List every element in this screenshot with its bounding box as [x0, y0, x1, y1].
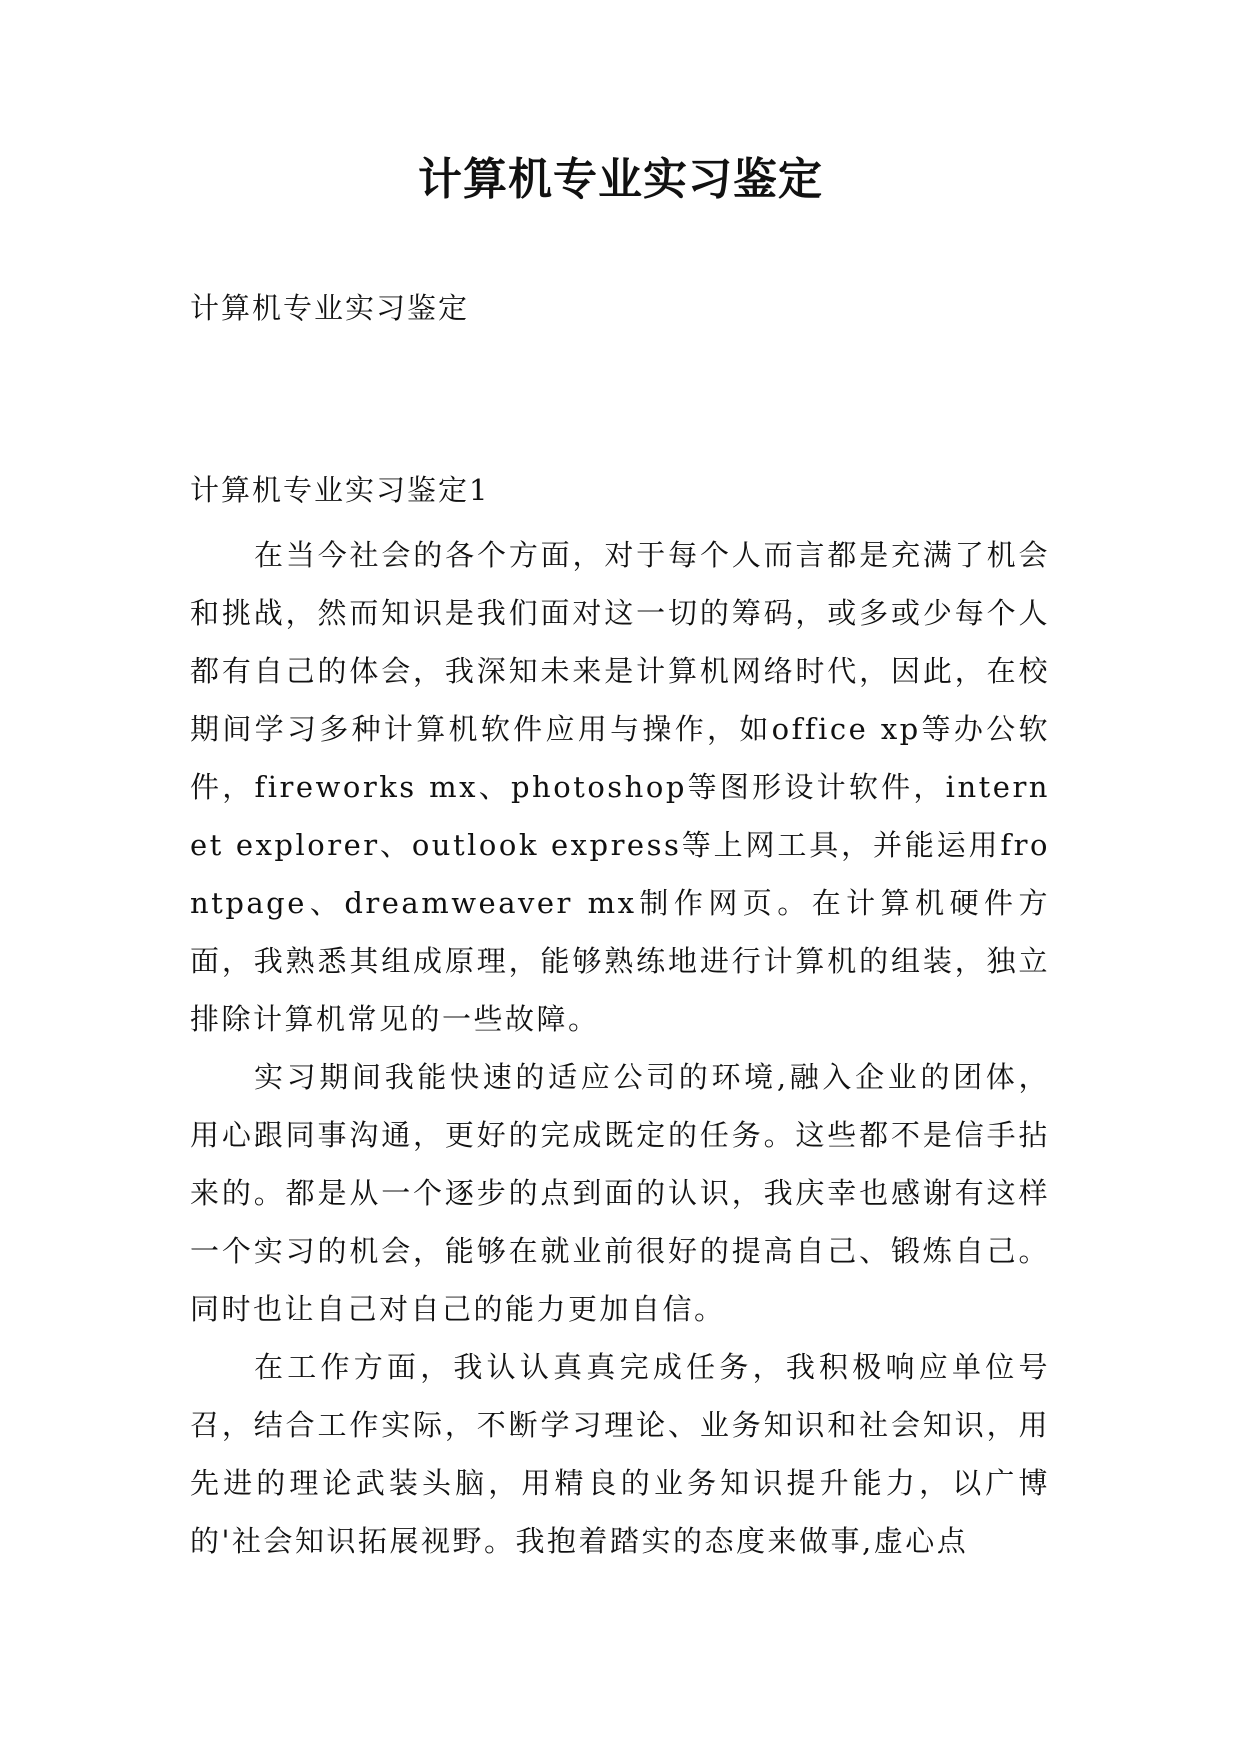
- paragraph: 在当今社会的各个方面，对于每个人而言都是充满了机会和挑战，然而知识是我们面对这一切的筹码，或多或少每个人都有自己的体会，我深知未来是计算机网络时代，因此，在校期间学习多种计算机软件应用与操作，如office xp等办公软件，fireworks mx、photoshop等图形设计软件，internet explorer、outlook express等上网工具，并能运用frontpage、dreamweaver mx制作网页。在计算机硬件方面，我熟悉其组成原理，能够熟练地进行计算机的组装，独立排除计算机常见的一些故障。: [190, 538, 1050, 1036]
- paragraph: 在工作方面，我认认真真完成任务，我积极响应单位号召，结合工作实际，不断学习理论、业务知识和社会知识，用先进的理论武装头脑，用精良的业务知识提升能力，以广博的'社会知识拓展视野。我抱着踏实的态度来做事,虚心点: [190, 1350, 1050, 1558]
- document-subtitle: 计算机专业实习鉴定: [190, 291, 470, 325]
- section-heading: 计算机专业实习鉴定1: [190, 473, 490, 507]
- document-title: 计算机专业实习鉴定: [418, 154, 823, 205]
- paragraph: 实习期间我能快速的适应公司的环境,融入企业的团体，用心跟同事沟通，更好的完成既定的任务。这些都不是信手拈来的。都是从一个逐步的点到面的认识，我庆幸也感谢有这样一个实习的机会，能够在就业前很好的提高自己、锻炼自己。同时也让自己对自己的能力更加自信。: [190, 1060, 1050, 1326]
- body-text: [190, 526, 1050, 1570]
